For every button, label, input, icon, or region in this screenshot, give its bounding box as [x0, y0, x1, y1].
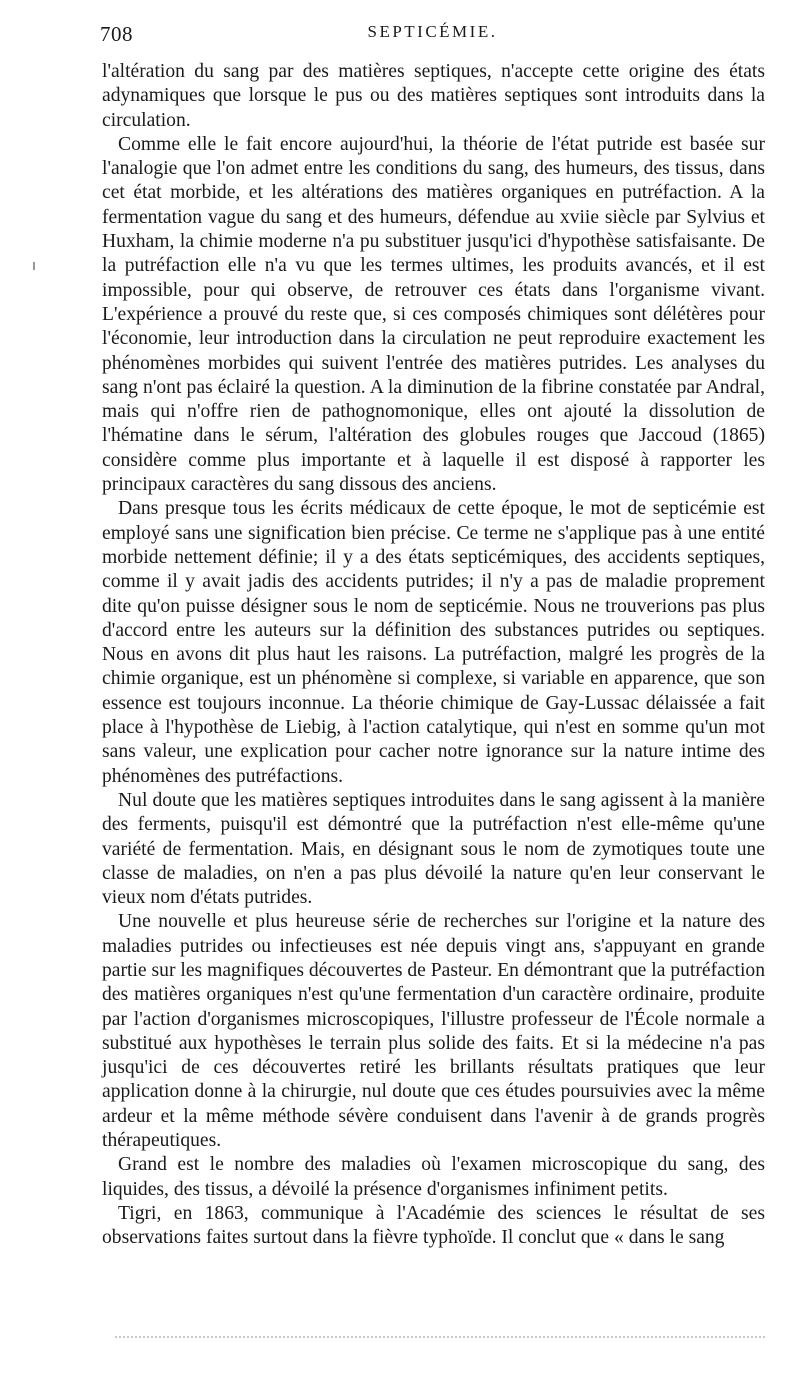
paragraph-continuation: l'altération du sang par des matières septiques, n'accepte cette origine des états adynamiques que lorsque le pus ou des matières septiques sont introduits dans la circulation.: [102, 61, 765, 131]
paragraph-putrid-theory: Comme elle le fait encore aujourd'hui, la théorie de l'état putride est basée sur l'analogie que l'on admet entre les conditions du sang, des humeurs, des tissus, dans cet état morbide, et les altérations des matières organiques en putréfaction. A la fermentation vague du sang et des humeurs, défendue au xviie siècle par Sylvius et Huxham, la chimie moderne n'a pu substituer jusqu'ici d'hypothèse satisfaisante. De la putréfaction elle n'a vu que les termes ultimes, les produits avancés, et il est impossible, pour qui observe, de retrouver ces états dans l'organisme vivant. L'expérience a prouvé du reste que, si ces composés chimiques sont délétères pour l'économie, leur introduction dans la circulation ne peut reproduire exactement les phénomènes morbides qui suivent l'entrée des matières putrides. Les analyses du sang n'ont pas éclairé la question. A la diminution de la fibrine constatée par Andral, mais qui n'offre rien de pathognomonique, elles ont ajouté la dissolution de l'hématine dans le sérum, l'altération des globules rouges que Jaccoud (1865) considère comme plus importante et à laquelle il est disposé à rapporter les principaux caractères du sang dissous des anciens.: [102, 133, 765, 496]
paragraph-septicemia-term: Dans presque tous les écrits médicaux de cette époque, le mot de septicémie est employé sans une signification bien précise. Ce terme ne s'applique pas à une entité morbide nettement définie; il y a des états septicémiques, des accidents septiques, comme il y avait jadis des accidents putrides; il n'y a pas de maladie proprement dite qu'on puisse désigner sous le nom de septicémie. Nous ne trouverions pas plus d'accord entre les auteurs sur la définition des substances putrides ou septiques. Nous en avons dit plus haut les raisons. La putréfaction, malgré les progrès de la chimie organique, est un phénomène si complexe, si variable en apparence, que son essence est toujours inconnue. La théorie chimique de Gay-Lussac délaissée a fait place à l'hypothèse de Liebig, à l'action catalytique, qui n'est en somme qu'un mot sans valeur, une explication pour cacher notre ignorance sur la nature intime des phénomènes des putréfactions.: [102, 498, 765, 787]
page-number: 708: [100, 22, 133, 46]
paragraph-pasteur: Une nouvelle et plus heureuse série de recherches sur l'origine et la nature des maladies putrides ou infectieuses est née depuis vingt ans, s'appuyant en grande partie sur les magnifiques découvertes de Pasteur. En démontrant que la putréfaction des matières organiques n'est qu'une fermentation d'un caractère ordinaire, produite par l'action d'organismes microscopiques, l'illustre professeur de l'École normale a substitué aux hypothèses le terrain plus solide des faits. Et si la médecine n'a pas jusqu'ici de ces découvertes retiré les brillants résultats pratiques que leur application donne à la chirurgie, nul doute que ces études poursuivies avec la même ardeur et la même méthode sévère conduisent dans l'avenir à de grands progrès thérapeutiques.: [102, 911, 765, 1152]
paragraph-tigri: Tigri, en 1863, communique à l'Académie des sciences le résultat de ses observations faites surtout dans la fièvre typhoïde. Il conclut que « dans le sang: [102, 1202, 765, 1249]
page-header: [100, 22, 765, 52]
body-text: [102, 60, 765, 1251]
scan-margin-mark: [33, 262, 35, 270]
paragraph-microscopic: Grand est le nombre des maladies où l'examen microscopique du sang, des liquides, des tissus, a dévoilé la présence d'organismes infiniment petits.: [102, 1154, 765, 1200]
running-title: SEPTICÉMIE.: [367, 22, 498, 41]
paragraph-ferments: Nul doute que les matières septiques introduites dans le sang agissent à la manière des ferments, puisqu'il est démontré que la putréfaction n'est elle-même qu'une variété de fermentation. Mais, en désignant sous le nom de zymotiques toute une classe de maladies, on n'en a pas plus dévoilé la nature qu'en leur conservant le vieux nom d'états putrides.: [102, 789, 765, 909]
scan-bottom-noise: [115, 1336, 765, 1341]
